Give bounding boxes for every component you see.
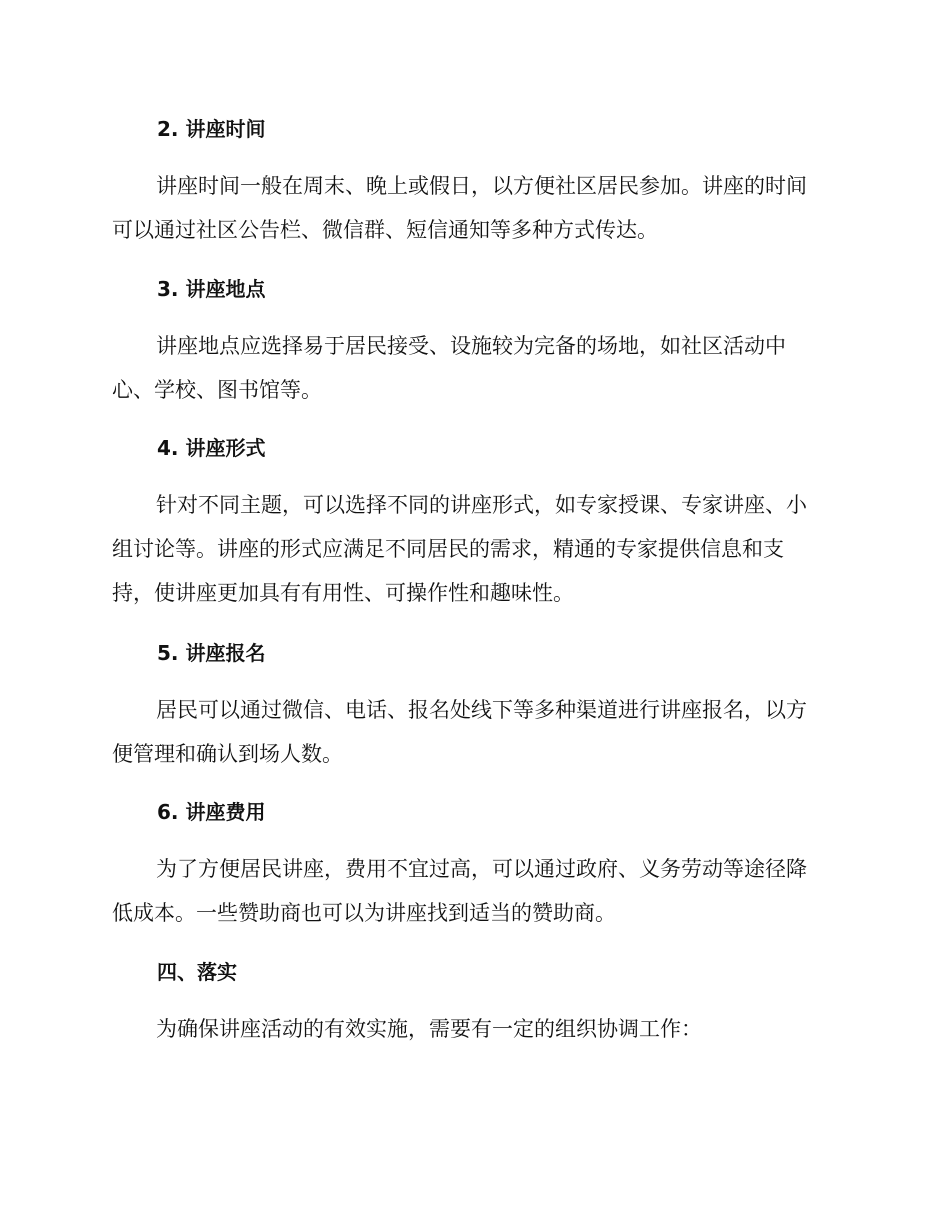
body-line: 持，使讲座更加具有有用性、可操作性和趣味性。 — [112, 581, 574, 605]
section-body-location — [112, 324, 832, 412]
section-body-registration — [112, 688, 832, 776]
body-line: 心、学校、图书馆等。 — [112, 378, 322, 402]
section-heading-fees: 6. 讲座费用 — [157, 800, 266, 824]
body-line: 讲座时间一般在周末、晚上或假日，以方便社区居民参加。讲座的时间 — [156, 174, 807, 198]
section-body-format — [112, 483, 832, 615]
body-line: 低成本。一些赞助商也可以为讲座找到适当的赞助商。 — [112, 901, 616, 925]
section-heading-time: 2. 讲座时间 — [157, 117, 266, 141]
body-line: 为了方便居民讲座，费用不宜过高，可以通过政府、义务劳动等途径降 — [156, 857, 807, 881]
section-heading-location: 3. 讲座地点 — [157, 277, 266, 301]
body-line: 针对不同主题，可以选择不同的讲座形式，如专家授课、专家讲座、小 — [156, 493, 807, 517]
section-body-time — [112, 164, 832, 252]
section-heading-registration: 5. 讲座报名 — [157, 641, 266, 665]
body-line: 为确保讲座活动的有效实施，需要有一定的组织协调工作： — [156, 1017, 702, 1041]
section-body-implementation — [112, 1007, 832, 1051]
section-body-fees — [112, 847, 832, 935]
section-heading-implementation: 四、落实 — [157, 960, 237, 984]
body-line: 组讨论等。讲座的形式应满足不同居民的需求，精通的专家提供信息和支 — [112, 537, 784, 561]
body-line: 讲座地点应选择易于居民接受、设施较为完备的场地，如社区活动中 — [156, 334, 786, 358]
section-heading-format: 4. 讲座形式 — [157, 436, 266, 460]
body-line: 便管理和确认到场人数。 — [112, 742, 343, 766]
body-line: 居民可以通过微信、电话、报名处线下等多种渠道进行讲座报名，以方 — [156, 698, 807, 722]
body-line: 可以通过社区公告栏、微信群、短信通知等多种方式传达。 — [112, 218, 658, 242]
